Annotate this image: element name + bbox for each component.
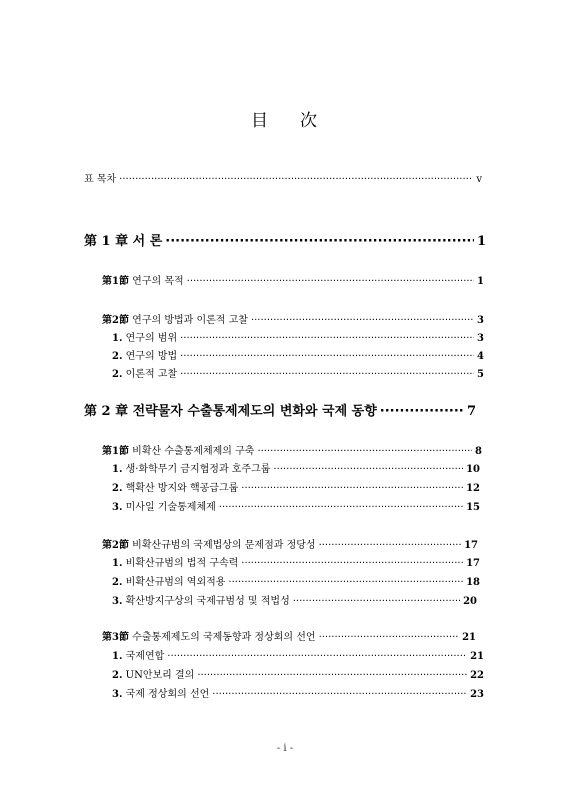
- toc-entry-page: 1: [477, 276, 484, 287]
- toc-entry-label: 생·화학무기 금지협정과 호주그룹: [125, 464, 271, 475]
- title-left-char: 目: [251, 111, 270, 131]
- toc-entry-number: 3.: [112, 689, 123, 700]
- toc-leader-dots: [167, 649, 467, 665]
- toc-entry-number: 1.: [112, 651, 123, 662]
- toc-entry-number: 1.: [112, 333, 123, 344]
- page-title: [0, 106, 570, 131]
- toc-entry-label: 연구의 범위: [125, 333, 178, 344]
- toc-entry-label: 핵확산 방지와 핵공급그룹: [125, 483, 239, 494]
- toc-entry-number: 2.: [112, 483, 123, 494]
- toc-entry-page: 12: [466, 483, 480, 494]
- toc-entry-number: 第2節: [102, 315, 129, 326]
- toc-leader-dots: [119, 172, 473, 188]
- toc-entry-section[interactable]: [102, 444, 482, 460]
- toc-entry-page: 10: [466, 464, 480, 475]
- toc-entry-subsection[interactable]: [112, 556, 480, 572]
- toc-leader-dots: [197, 668, 467, 684]
- toc-entry-subsection[interactable]: [112, 462, 480, 478]
- toc-leader-dots: [251, 313, 474, 329]
- toc-entry-label: 수출통제제도의 국제동향과 정상회의 선언: [132, 632, 316, 643]
- toc-entry-subsection[interactable]: [112, 649, 484, 665]
- toc-entry-page: 5: [477, 369, 484, 380]
- toc-entry-label: 第 1 章 서 론: [84, 234, 163, 249]
- toc-entry-number: 2.: [112, 369, 123, 380]
- toc-entry-number: 第1節: [102, 446, 129, 457]
- toc-entry-number: 第3節: [102, 632, 129, 643]
- title-right-char: 次: [300, 111, 319, 131]
- toc-entry-section[interactable]: [102, 538, 478, 554]
- toc-leader-dots: [180, 367, 474, 383]
- toc-leader-dots: [257, 444, 472, 460]
- toc-entry-number: 第2節: [102, 540, 129, 551]
- toc-entry-page: 3: [477, 333, 484, 344]
- toc-entry-page: 20: [463, 596, 477, 607]
- toc-entry-subsection[interactable]: [112, 367, 484, 383]
- toc-leader-dots: [187, 274, 474, 290]
- toc-entry-label: 第 2 章 전략물자 수출통제제도의 변화와 국제 동향: [84, 404, 377, 419]
- toc-entry-label: 국제 정상회의 선언: [125, 689, 210, 700]
- toc-entry-label: UN안보리 결의: [125, 670, 195, 681]
- toc-entry-page: 3: [477, 315, 484, 326]
- toc-entry-page: 21: [470, 651, 484, 662]
- toc-entry-number: 3.: [112, 596, 123, 607]
- toc-entry-label: 이론적 고찰: [125, 369, 178, 380]
- toc-entry-page: 23: [470, 689, 484, 700]
- toc-entry-page: 17: [466, 558, 480, 569]
- toc-entry-subsection[interactable]: [112, 575, 480, 591]
- toc-leader-dots: [241, 481, 463, 497]
- toc-entry-subsection[interactable]: [112, 687, 484, 703]
- toc-entry-page: 15: [466, 502, 480, 513]
- toc-entry-page: 8: [475, 446, 482, 457]
- toc-entry-label: 표 목차: [84, 174, 117, 185]
- toc-entry-label: 비확산 수출통제체제의 구축: [132, 446, 255, 457]
- toc-leader-dots: [241, 556, 463, 572]
- toc-leader-dots: [228, 575, 463, 591]
- toc-entry-page: v: [476, 174, 482, 185]
- toc-entry-label: 비확산규범의 국제법상의 문제점과 정당성: [132, 540, 316, 551]
- toc-entry-number: 1.: [112, 558, 123, 569]
- toc-entry-subsection[interactable]: [112, 594, 477, 610]
- toc-entry-subsection[interactable]: [112, 500, 480, 516]
- toc-entry-number: 2.: [112, 351, 123, 362]
- toc-leader-dots: [380, 404, 464, 420]
- toc-entry-page: 22: [470, 670, 484, 681]
- toc-entry-label: 확산방지구상의 국제규범성 및 적법성: [125, 596, 290, 607]
- toc-entry-chapter-1[interactable]: [84, 234, 486, 250]
- toc-entry-number: 2.: [112, 670, 123, 681]
- toc-entry-page: 21: [462, 632, 476, 643]
- toc-entry-subsection[interactable]: [112, 331, 484, 347]
- toc-entry-list-of-tables[interactable]: [84, 172, 482, 188]
- toc-entry-page: 17: [464, 540, 478, 551]
- toc-entry-page: 7: [466, 404, 476, 419]
- toc-entry-page: 1: [476, 234, 486, 249]
- toc-entry-label: 연구의 목적: [132, 276, 184, 287]
- toc-leader-dots: [219, 500, 463, 516]
- toc-entry-section[interactable]: [102, 630, 476, 646]
- toc-entry-section[interactable]: [102, 274, 484, 290]
- toc-leader-dots: [212, 687, 467, 703]
- toc-entry-label: 국제연합: [125, 651, 165, 662]
- toc-entry-label: 비확산규범의 법적 구속력: [125, 558, 239, 569]
- toc-entry-label: 비확산규범의 역외적용: [125, 577, 226, 588]
- toc-entry-number: 3.: [112, 502, 123, 513]
- toc-entry-number: 1.: [112, 464, 123, 475]
- toc-entry-page: 18: [466, 577, 480, 588]
- toc-leader-dots: [180, 349, 474, 365]
- toc-entry-subsection[interactable]: [112, 481, 480, 497]
- toc-entry-number: 2.: [112, 577, 123, 588]
- toc-leader-dots: [293, 594, 460, 610]
- toc-leader-dots: [319, 630, 460, 646]
- toc-leader-dots: [273, 462, 463, 478]
- toc-entry-chapter-2[interactable]: [84, 404, 476, 420]
- toc-entry-subsection[interactable]: [112, 668, 484, 684]
- page-number-footer: - i -: [276, 743, 294, 754]
- toc-entry-number: 第1節: [102, 276, 129, 287]
- toc-entry-section[interactable]: [102, 313, 484, 329]
- toc-entry-label: 연구의 방법: [125, 351, 178, 362]
- toc-leader-dots: [180, 331, 474, 347]
- toc-entry-subsection[interactable]: [112, 349, 484, 365]
- toc-entry-label: 연구의 방법과 이론적 고찰: [132, 315, 248, 326]
- toc-leader-dots: [165, 234, 474, 250]
- toc-entry-label: 미사일 기술통제체제: [125, 502, 216, 513]
- toc-entry-page: 4: [477, 351, 484, 362]
- toc-leader-dots: [319, 538, 462, 554]
